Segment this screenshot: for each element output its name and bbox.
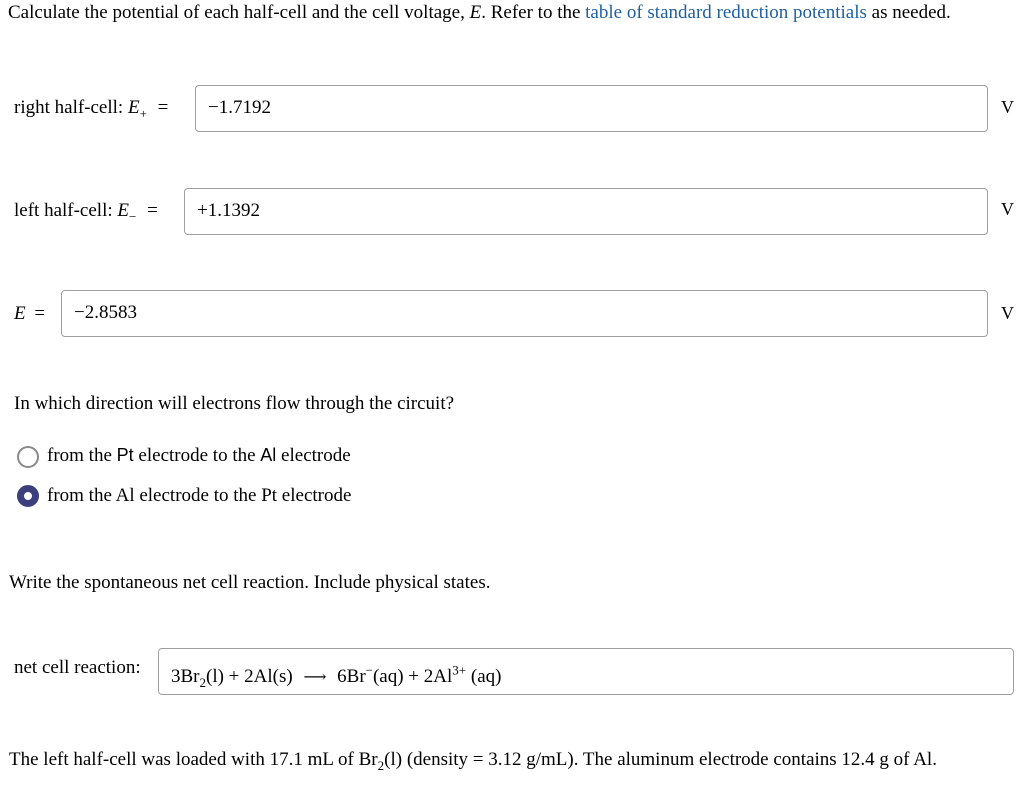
net-reaction-label: net cell reaction: xyxy=(14,657,141,678)
footer-text: The left half-cell was loaded with 17.1 mL of $Br_2(l)$ (density = 3.12 g/mL). The aluminum electrode contains 12.4 g of Al. xyxy=(9,749,937,773)
net-reaction-equation: $3Br_2(l) + 2Al(s)$ ⟶ $6Br^-(aq) + 2Al^{3+}$ (aq) xyxy=(171,663,502,691)
intro-suffix: as needed. xyxy=(871,2,951,23)
cell-voltage-value: −2.8583 xyxy=(74,302,137,323)
right-half-value: −1.7192 xyxy=(208,97,271,118)
direction-question: In which direction will electrons flow through the circuit? xyxy=(14,393,455,414)
cell-voltage-input[interactable] xyxy=(61,290,988,337)
reaction-arrow-icon: ⟶ xyxy=(303,669,327,687)
right-half-unit: V xyxy=(1001,97,1014,117)
intro-prefix: Calculate the potential of each half-cell and the cell voltage, xyxy=(8,2,465,23)
intro-text xyxy=(8,2,951,24)
cell-voltage-unit: V xyxy=(1001,303,1014,323)
left-half-value: +1.1392 xyxy=(197,200,260,221)
option-al-to-pt-label[interactable]: from the Al electrode to the Pt electrode xyxy=(47,485,352,506)
net-reaction-input[interactable] xyxy=(158,648,1014,695)
reduction-table-link[interactable]: table of standard reduction potentials xyxy=(585,2,867,23)
intro-var: E xyxy=(469,2,482,23)
right-half-input[interactable] xyxy=(195,85,988,132)
right-half-label: right half-cell: $E_+$ = xyxy=(14,97,169,121)
reaction-prompt: Write the spontaneous net cell reaction. Include physical states. xyxy=(9,572,491,593)
intro-mid: . Refer to the xyxy=(481,2,581,23)
left-half-input[interactable] xyxy=(184,188,988,235)
left-half-label: left half-cell: $E_-$ = xyxy=(14,200,158,224)
radio-al-to-pt[interactable] xyxy=(17,485,39,507)
left-half-unit: V xyxy=(1001,199,1014,219)
cell-voltage-label: E = xyxy=(14,303,46,324)
radio-pt-to-al[interactable] xyxy=(17,446,39,468)
option-pt-to-al-label[interactable]: from the Pt electrode to the Al electrode xyxy=(47,445,351,466)
